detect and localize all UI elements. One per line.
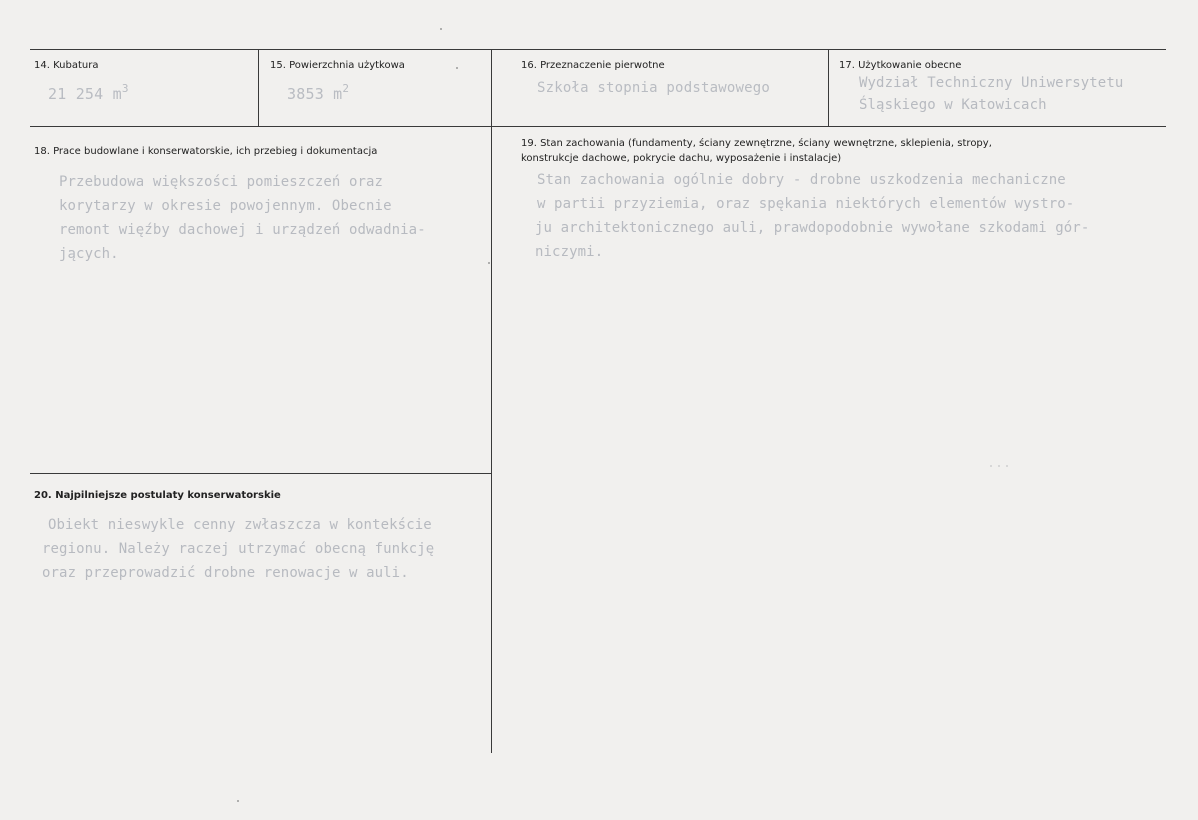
- scan-speck: [998, 465, 1000, 467]
- scan-speck: [456, 67, 458, 69]
- top-rule: [30, 49, 1166, 50]
- field-19-line: niczymi.: [535, 244, 604, 260]
- divider-16-17: [828, 49, 829, 126]
- field-17-value: [859, 72, 1123, 116]
- field-17-line: Śląskiego w Katowicach: [859, 97, 1047, 113]
- field-20-line: regionu. Należy raczej utrzymać obecną funkcję: [42, 541, 435, 557]
- field-19-value: [537, 168, 1089, 264]
- field-17-line: Wydział Techniczny Uniwersytetu: [859, 75, 1124, 91]
- field-19-label-line1: 19. Stan zachowania (fundamenty, ściany zewnętrzne, ściany wewnętrzne, sklepienia, stropy,: [521, 138, 992, 149]
- field-19-line: w partii przyziemia, oraz spękania niektórych elementów wystro-: [537, 196, 1075, 212]
- field-18-line: Przebudowa większości pomieszczeń oraz: [59, 174, 384, 190]
- field-14-value: [48, 82, 129, 103]
- field-16-value: Szkoła stopnia podstawowego: [537, 80, 770, 96]
- powierzchnia-unit-exponent: 2: [342, 82, 350, 95]
- kubatura-unit-exponent: 3: [121, 82, 129, 95]
- scan-speck: [488, 262, 490, 264]
- field-18-value: [59, 170, 426, 266]
- field-19-label-line2: konstrukcje dachowe, pokrycie dachu, wyposażenie i instalacje): [521, 153, 842, 164]
- field-15-label: 15. Powierzchnia użytkowa: [270, 60, 405, 71]
- field-18-line: korytarzy w okresie powojennym. Obecnie: [59, 198, 392, 214]
- scan-speck: [990, 465, 992, 467]
- field-16-label: 16. Przeznaczenie pierwotne: [521, 60, 665, 71]
- field-17-label: 17. Użytkowanie obecne: [839, 60, 962, 71]
- field-20-line: Obiekt nieswykle cenny zwłaszcza w kontekście: [48, 517, 432, 533]
- row-divider-rule: [30, 126, 1166, 127]
- field-18-line: jących.: [59, 246, 119, 262]
- scan-speck: [1006, 465, 1008, 467]
- powierzchnia-value: 3853: [287, 85, 324, 103]
- scan-speck: [440, 28, 442, 30]
- section-20-top-rule: [30, 473, 492, 474]
- field-20-label: 20. Najpilniejsze postulaty konserwatorskie: [34, 490, 281, 501]
- scan-speck: [237, 800, 239, 802]
- field-19-line: ju architektonicznego auli, prawdopodobnie wywołane szkodami gór-: [535, 220, 1090, 236]
- field-18-label: 18. Prace budowlane i konserwatorskie, ich przebieg i dokumentacja: [34, 146, 378, 157]
- divider-center: [491, 49, 492, 753]
- powierzchnia-unit: m: [333, 85, 343, 103]
- field-20-value: [42, 513, 435, 585]
- field-20-line: oraz przeprowadzić drobne renowacje w auli.: [42, 565, 409, 581]
- field-15-value: [287, 82, 349, 103]
- field-14-label: 14. Kubatura: [34, 60, 99, 71]
- kubatura-unit: m: [112, 85, 122, 103]
- field-19-line: Stan zachowania ogólnie dobry - drobne uszkodzenia mechaniczne: [537, 172, 1066, 188]
- kubatura-value: 21 254: [48, 85, 104, 103]
- divider-14-15: [258, 49, 259, 126]
- field-18-line: remont więźby dachowej i urządzeń odwadnia-: [59, 222, 426, 238]
